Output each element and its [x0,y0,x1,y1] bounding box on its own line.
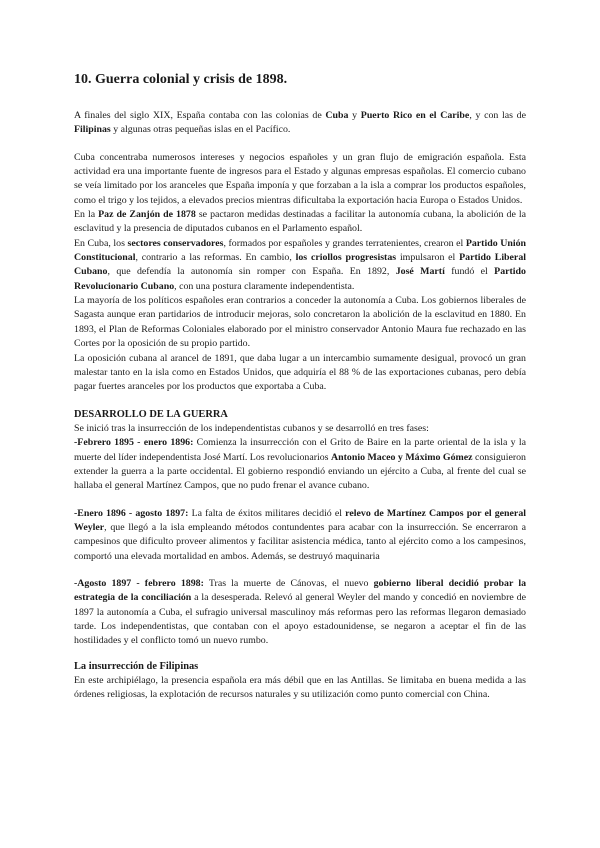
bold-term: sectores conservadores [127,237,224,249]
bold-term: Partido Liberal Cubano [74,252,526,278]
text-run: consiguieron extender la guerra a la parte occidental. El gobierno respondió enviando un ejército a Cuba, al frente del cual se hallaba el general Martínez Campos, que no pudo frenar el avance cubano. [74,451,526,492]
bold-term: Puerto Rico en el Caribe [360,110,470,121]
text-run: impulsaron el [396,252,460,264]
section-intro: Se inició tras la insurrección de los independentistas cubanos y se desarrolló en tres fases: [74,422,429,434]
text-run: , que defendía la autonomía sin romper con España. En 1892, [107,266,396,278]
paragraph-filipinas: En este archipiélago, la presencia española era más débil que en las Antillas. Se limitaba en buena medida a las órdenes religiosas, la explotación de recursos naturales y su utilización como punto comercial con China. [74,675,526,701]
page-title: 10. Guerra colonial y crisis de 1898. [74,72,288,87]
text-run: , contrario a las reformas. En cambio, [135,252,296,264]
paragraph-partidos [74,237,526,294]
document-body [74,109,526,703]
phase-date: -Febrero 1895 - enero 1896: [74,437,194,449]
paragraph-cuba-intereses: Cuba concentraba numerosos intereses y negocios españoles y un gran flujo de emigración española. Esta actividad era una importante fuente de ingresos para el Estado y algunas empresas españolas. El comercio cubano se veía limitado por los aranceles que España imponía y que forzaban a la isla a comprar los productos españoles, como el trigo y los tejidos, a elevados precios mientras dificultaba la exportación hacia Europa o Estados Unidos. [74,151,526,206]
bold-term: Paz de Zanjón de 1878 [98,209,196,221]
text-run: En la [74,209,99,221]
phase-date: -Agosto 1897 - febrero 1898: [74,577,204,589]
text-run: , formados por españoles y grandes terratenientes, crearon el [223,237,466,249]
phase-1-paragraph [74,436,526,493]
section-heading-desarrollo: DESARROLLO DE LA GUERRA [74,408,228,420]
text-run: y [348,110,361,121]
bold-term: Filipinas [74,124,111,136]
paragraph-colonias [74,109,526,138]
paragraph-paz-zanjon [74,208,526,237]
paragraph-politicos: La mayoría de los políticos españoles eran contrarios a conceder la autonomía a Cuba. Los gobiernos liberales de Sagasta aunque eran partidarios de introducir mejoras, solo concretaron la abolición de la esclavitud en 1880. En 1893, el Plan de Reformas Coloniales elaborado por el ministro conservador Antonio Maura fue rechazado en las Cortes por la oposición de su propio partido. [74,295,526,350]
phase-2-paragraph [74,507,526,564]
bold-term: los criollos progresistas [295,252,397,264]
text-run: fundó el [444,266,495,278]
text-run: a la desesperada. Relevó al general Weyler del mando y concedió en noviembre de 1897 la autonomía a Cuba, el sufragio universal masculinoy más reformas pero las reformas llegaron demasiado tarde. Los independentistas, que contaban con el apoyo estadounidense, se negaron a aceptar el fin de las hostilidades y el conflicto tomó un nuevo rumbo. [74,592,526,647]
text-run: se pactaron medidas destinadas a facilitar la autonomía cubana, la abolición de la esclavitud y la presencia de diputados cubanos en el Parlamento español. [74,209,526,235]
bold-term: Cuba [325,110,349,121]
phase-3-paragraph [74,577,526,649]
text-run: , con una postura claramente independentista. [174,280,355,292]
phase-date: -Enero 1896 - agosto 1897: [74,507,189,519]
paragraph-arancel: La oposición cubana al arancel de 1891, que daba lugar a un intercambio sumamente desigual, provocó un gran malestar tanto en la isla como en Estados Unidos, que adquiría el 88 % de las exportaciones cubanas, pero debía pagar fuertes aranceles por los productos que exportaba a Cuba. [74,352,526,393]
text-run: Tras la muerte de Cánovas, el nuevo [203,577,374,589]
bold-term: Partido Unión Constitucional [74,237,526,264]
text-run: y algunas otras pequeñas islas en el Pacífico. [110,124,291,136]
text-run: La falta de éxitos militares decidió el [188,507,346,519]
text-run: Comienza la insurrección con el Grito de Baire en la parte oriental de la isla y la muerte del líder independentista José Martí. Los revolucionarios [74,437,526,463]
bold-term: Antonio Maceo y Máximo Gómez [330,451,473,463]
text-run: A finales del siglo XIX, España contaba con las colonias de [74,110,326,121]
text-run: , y con las de [469,110,527,121]
bold-term: Partido Revolucionario Cubano [74,266,526,292]
section-heading-filipinas: La insurrección de Filipinas [74,660,199,672]
bold-term: José Martí [395,266,445,278]
text-run: En Cuba, los [74,237,128,249]
bold-term: gobierno liberal decidió probar la estrategia de la conciliación [74,577,527,604]
bold-term: relevo de Martínez Campos por el general Weyler [74,507,526,533]
text-run: , que llegó a la isla empleando métodos contundentes para acabar con la insurrección. Se encerraron a campesinos que dificulto proveer alimentos y facilitar asistencia médica, tanto al ejército como a los campesinos, comportó una elevada mortalidad en ambos. Además, se destruyó maquinaria [74,521,526,562]
